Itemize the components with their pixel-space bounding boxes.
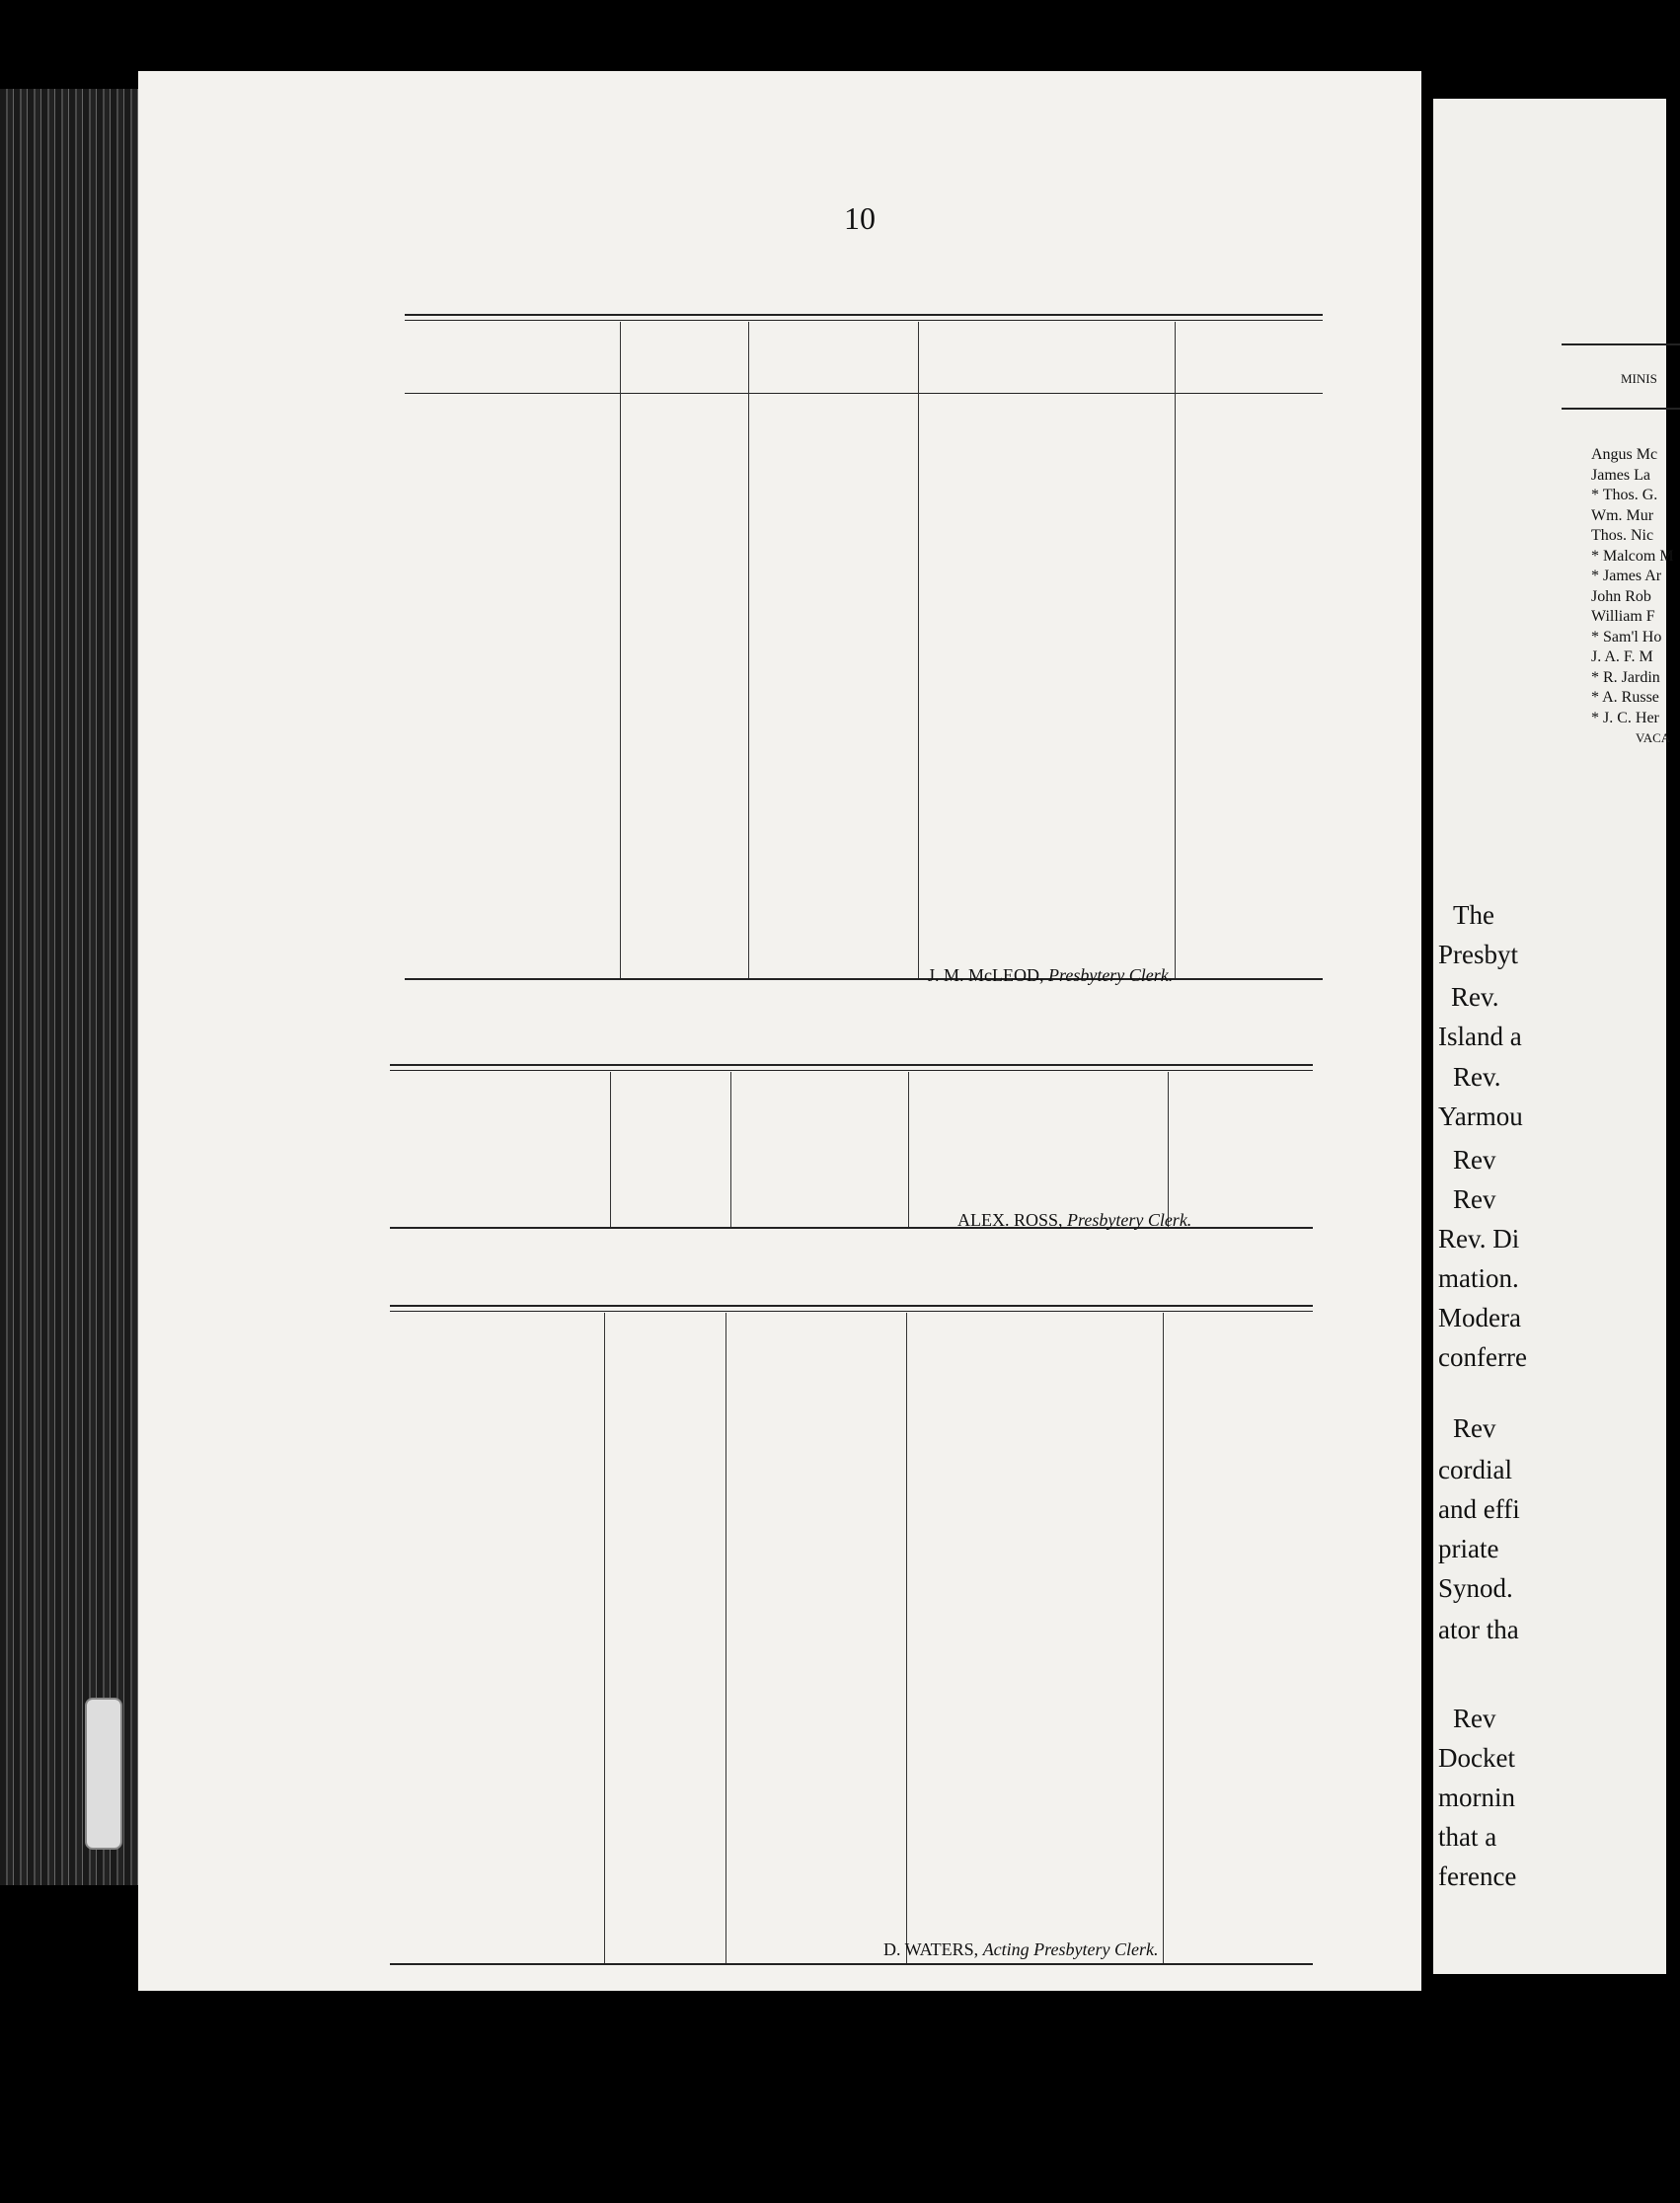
facing-page (1433, 99, 1674, 1974)
clerk-name: D. WATERS, (883, 1939, 983, 1959)
section-top-rule-2 (390, 1311, 1313, 1312)
facing-minister: James La (1591, 466, 1650, 484)
column-divider (604, 1313, 605, 1963)
section-top-rule-2 (405, 320, 1323, 321)
facing-minister: Angus Mc (1591, 446, 1658, 463)
facing-rule (1562, 408, 1680, 410)
facing-vacancy: VACA (1636, 730, 1671, 745)
column-divider (1163, 1313, 1164, 1963)
column-divider (1168, 1072, 1169, 1227)
facing-text-line: mation. (1438, 1263, 1519, 1293)
facing-minister: J. A. F. M (1591, 648, 1653, 665)
facing-text-line: Presbyt (1438, 940, 1518, 969)
column-divider (906, 1313, 907, 1963)
left-page (138, 71, 1421, 1991)
column-divider (725, 1313, 726, 1963)
clerk-name: ALEX. ROSS, (957, 1210, 1068, 1230)
page-number: 10 (844, 200, 876, 236)
facing-text-line: and effi (1438, 1494, 1520, 1524)
facing-minister: Wm. Mur (1591, 506, 1654, 524)
clerk-title: Acting Presbytery Clerk. (982, 1939, 1159, 1959)
facing-minister: * Malcom M (1591, 547, 1674, 565)
column-divider (748, 322, 749, 978)
facing-text-line: conferre (1438, 1342, 1527, 1372)
column-divider (908, 1072, 909, 1227)
facing-rule (1562, 343, 1680, 345)
facing-text-line: Yarmou (1438, 1102, 1523, 1131)
facing-text-line: cordial (1438, 1455, 1512, 1484)
facing-text-line: Rev. Di (1438, 1224, 1520, 1253)
presbytery-clerk (883, 1939, 1158, 1960)
section-bottom-rule (405, 978, 1323, 980)
facing-minister: * J. C. Her (1591, 709, 1659, 726)
facing-minister: * R. Jardin (1591, 668, 1660, 686)
facing-minister: * Thos. G. (1591, 487, 1658, 503)
clerk-title: Presbytery Clerk. (1067, 1210, 1192, 1230)
facing-minister: Thos. Nic (1591, 527, 1654, 544)
header-rule (405, 393, 1323, 394)
presbytery-clerk (957, 1210, 1191, 1231)
facing-text-line: Docket (1438, 1743, 1515, 1773)
facing-text-line: Synod. (1438, 1573, 1513, 1603)
column-divider (610, 1072, 611, 1227)
facing-minister: * A. Russe (1591, 689, 1659, 706)
facing-text-line: Rev (1453, 1413, 1496, 1443)
facing-minister: * James Ar (1591, 568, 1662, 584)
facing-text-line: that a (1438, 1822, 1497, 1852)
facing-text-line: ference (1438, 1861, 1517, 1891)
facing-minister: John Rob (1591, 587, 1651, 605)
column-divider (620, 322, 621, 978)
facing-minister: * Sam'l Ho (1591, 628, 1662, 646)
column-divider (730, 1072, 731, 1227)
facing-text-line: mornin (1438, 1783, 1515, 1812)
section-top-rule (405, 314, 1323, 316)
section-top-rule (390, 1305, 1313, 1307)
book-spine (0, 89, 148, 1885)
page-tab (85, 1698, 122, 1850)
facing-text-line: Rev (1453, 1704, 1496, 1733)
facing-text-line: Rev (1453, 1145, 1496, 1175)
facing-text-line: Rev (1453, 1184, 1496, 1214)
clerk-title: Presbytery Clerk. (1048, 965, 1174, 985)
section-top-rule-2 (390, 1070, 1313, 1071)
presbytery-clerk (928, 965, 1173, 986)
section-top-rule (390, 1064, 1313, 1066)
facing-text-line: Rev. (1451, 982, 1499, 1012)
facing-text-line: ator tha (1438, 1615, 1519, 1644)
section-bottom-rule (390, 1963, 1313, 1965)
clerk-name: J. M. McLEOD, (928, 965, 1048, 985)
column-divider (918, 322, 919, 978)
facing-text-line: Modera (1438, 1303, 1521, 1332)
facing-header: MINIS (1621, 371, 1657, 386)
facing-text-line: Island a (1438, 1022, 1522, 1051)
facing-text-line: The (1453, 900, 1494, 930)
facing-minister: William F (1591, 608, 1655, 625)
column-divider (1175, 322, 1176, 978)
facing-text-line: priate (1438, 1534, 1499, 1563)
facing-text-line: Rev. (1453, 1062, 1501, 1092)
